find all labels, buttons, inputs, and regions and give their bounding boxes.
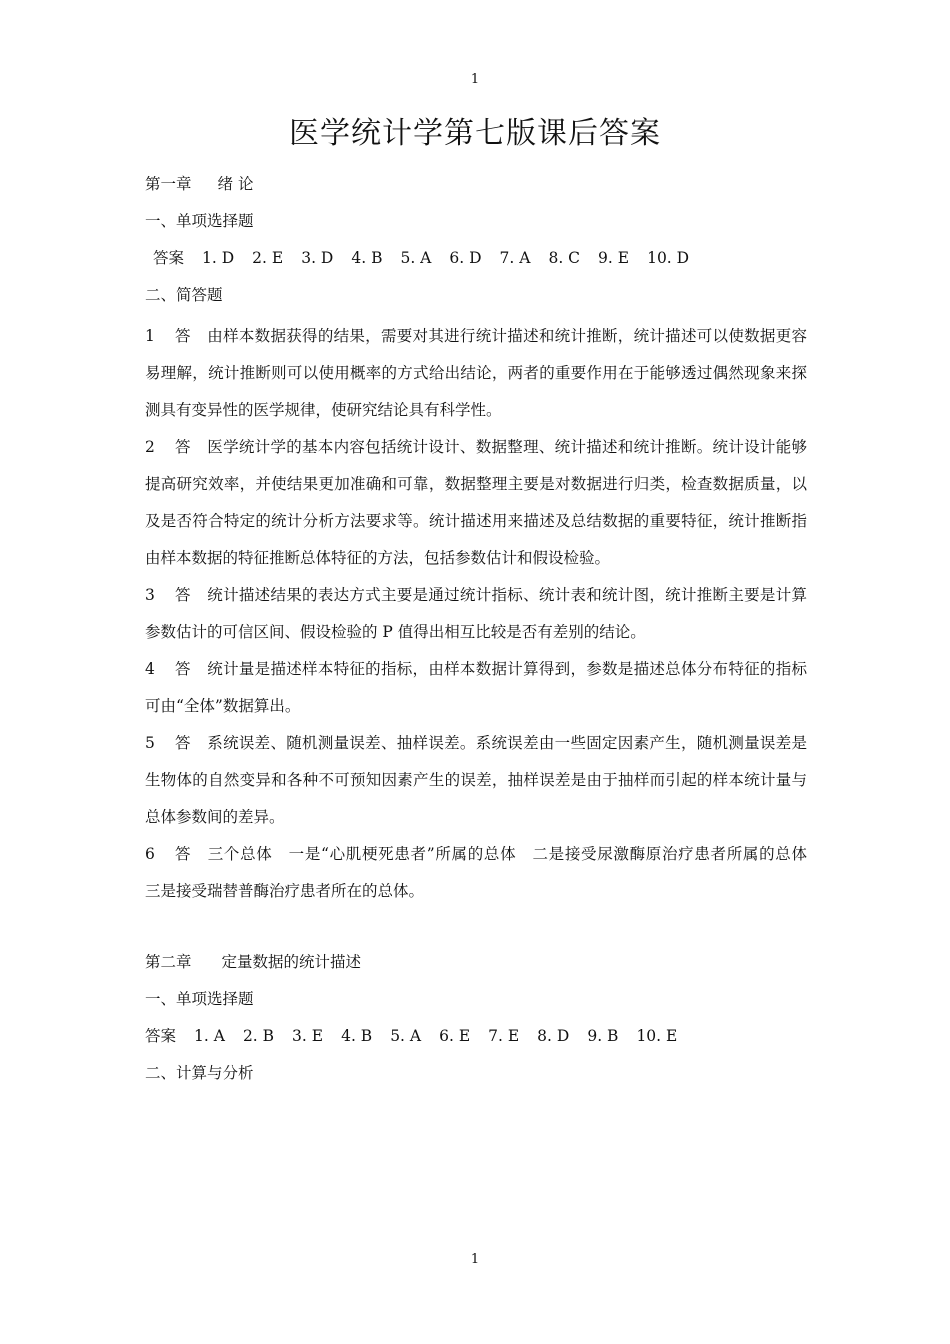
chapter1-answer: 1. D	[202, 249, 235, 267]
document-title: 医学统计学第七版课后答案	[289, 116, 661, 151]
chapter1-answer: 3. D	[301, 249, 334, 267]
answer-marker: 答	[175, 438, 191, 456]
chapter1-answer: 9. E	[598, 249, 630, 267]
answer-marker: 答	[175, 586, 191, 604]
qa-paragraph-5	[145, 725, 807, 836]
chapter2-answer: 8. D	[537, 1027, 570, 1045]
chapter1-section1-heading: 一、单项选择题	[145, 212, 254, 230]
chapter1-answer: 5. A	[400, 249, 432, 267]
answer-marker: 答	[175, 734, 191, 752]
chapter1-answer: 10. D	[647, 249, 690, 267]
question-number: 4	[145, 660, 155, 678]
qa-paragraph-2	[145, 429, 807, 577]
chapter2-answer: 7. E	[488, 1027, 520, 1045]
chapter1-label: 第一章	[145, 175, 192, 193]
qa-paragraph-1	[145, 318, 807, 429]
question-number: 3	[145, 586, 155, 604]
answer-text: 系统误差、随机测量误差、抽样误差。系统误差由一些固定因素产生，随机测量误差是生物体的自然变异和各种不可预知因素产生的误差，抽样误差是由于抽样而引起的样本统计量与总体参数间的差异。	[145, 734, 807, 826]
chapter2-answer: 4. B	[341, 1027, 373, 1045]
qa-paragraph-3	[145, 577, 807, 651]
document-body	[145, 170, 823, 1096]
chapter1-answer: 7. A	[499, 249, 531, 267]
answer-marker: 答	[175, 845, 191, 863]
chapter2-answer: 9. B	[587, 1027, 619, 1045]
chapter2-label: 第二章	[145, 953, 192, 971]
chapter2-heading	[145, 948, 807, 985]
chapter2-answer: 3. E	[292, 1027, 324, 1045]
question-number: 6	[145, 845, 155, 863]
page-number-bottom: 1	[470, 1252, 480, 1267]
chapter2-answers-row	[145, 1022, 807, 1059]
chapter2-section2-heading: 二、计算与分析	[145, 1064, 254, 1082]
chapter1-answer: 4. B	[351, 249, 383, 267]
question-number: 5	[145, 734, 155, 752]
chapter2-answer: 10. E	[636, 1027, 678, 1045]
answer-marker: 答	[175, 327, 191, 345]
chapter2-answer: 6. E	[439, 1027, 471, 1045]
answer-marker: 答	[175, 660, 191, 678]
question-number: 1	[145, 327, 155, 345]
chapter2-name: 定量数据的统计描述	[221, 953, 362, 971]
chapter2-answers-label: 答案	[145, 1027, 177, 1045]
chapter2-answer: 2. B	[242, 1027, 275, 1045]
chapter2-section1-heading: 一、单项选择题	[145, 990, 254, 1008]
chapter1-section2-heading: 二、简答题	[145, 286, 223, 304]
qa-paragraph-4	[145, 651, 823, 725]
chapter1-answer: 6. D	[449, 249, 482, 267]
chapter-spacer	[145, 910, 807, 948]
chapter1-answers-row	[145, 244, 807, 281]
answer-text: 医学统计学的基本内容包括统计设计、数据整理、统计描述和统计推断。统计设计能够提高研究效率，并使结果更加准确和可靠，数据整理主要是对数据进行归类，检查数据质量，以及是否符合特定的统计分析方法要求等。统计描述用来描述及总结数据的重要特征，统计推断指由样本数据的特征推断总体特征的方法，包括参数估计和假设检验。	[145, 438, 807, 567]
chapter2-answer: 1. A	[194, 1027, 225, 1045]
chapter1-heading	[145, 170, 807, 207]
chapter1-answers-label: 答案	[153, 249, 185, 267]
chapter1-answer: 8. C	[548, 249, 581, 267]
chapter2-answer: 5. A	[390, 1027, 422, 1045]
answer-text: 统计描述结果的表达方式主要是通过统计指标、统计表和统计图，统计推断主要是计算参数估计的可信区间、假设检验的 P 值得出相互比较是否有差别的结论。	[145, 586, 807, 641]
chapter1-name: 绪 论	[217, 175, 254, 193]
answer-text: 三个总体 一是“心肌梗死患者”所属的总体 二是接受尿激酶原治疗患者所属的总体 三是接受瑞替普酶治疗患者所在的总体。	[145, 845, 823, 900]
page-number-top: 1	[470, 72, 480, 87]
question-number: 2	[145, 438, 155, 456]
qa-paragraph-6	[145, 836, 823, 910]
answer-text: 由样本数据获得的结果，需要对其进行统计描述和统计推断，统计描述可以使数据更容易理解，统计推断则可以使用概率的方式给出结论，两者的重要作用在于能够透过偶然现象来探测具有变异性的医学规律，使研究结论具有科学性。	[145, 327, 807, 419]
chapter1-answer: 2. E	[252, 249, 284, 267]
answer-text: 统计量是描述样本特征的指标，由样本数据计算得到，参数是描述总体分布特征的指标 可由“全体”数据算出。	[145, 660, 823, 715]
